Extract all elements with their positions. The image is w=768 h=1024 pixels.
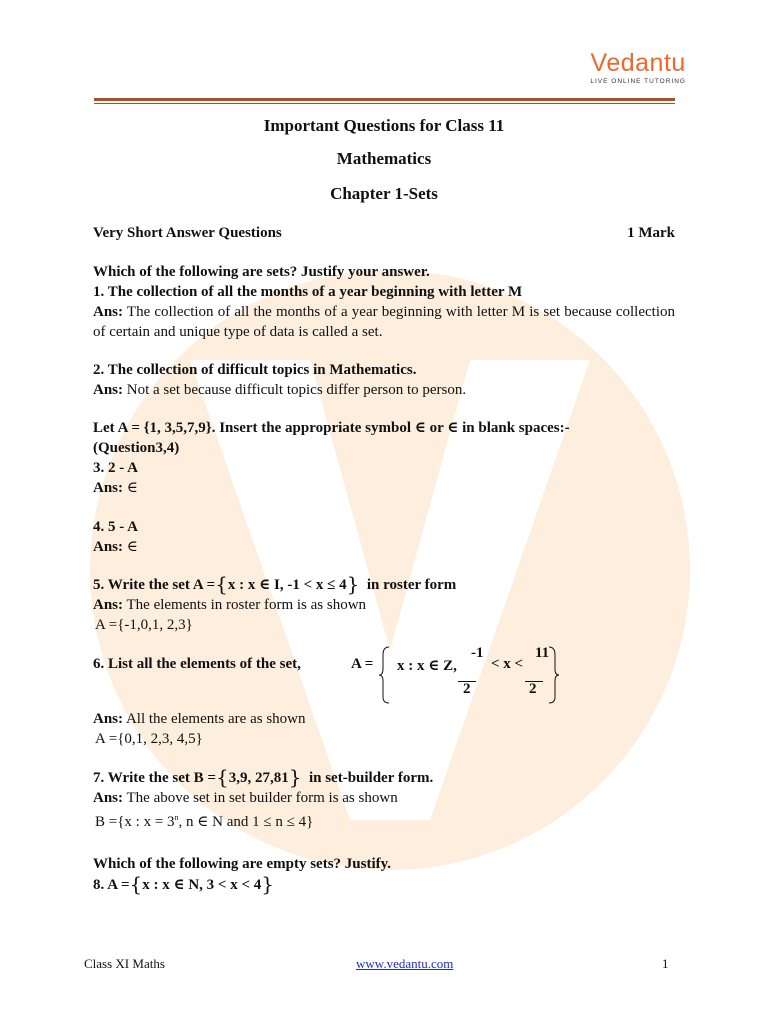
q6-den1: 2 [463,681,471,697]
question-5 [93,574,675,595]
q7-result-pre: B ={x : x = 3 [95,814,175,830]
vedantu-website-link[interactable]: www.vedantu.com [356,956,454,971]
answer-6-text: All the elements are as shown [125,711,306,727]
brand-tagline: LIVE ONLINE TUTORING [590,78,686,85]
q6-mid: < x < [491,656,524,672]
question-6 [93,645,593,705]
footer-link-wrap [356,956,453,972]
answer-6-block [93,709,675,749]
answer-2-text: Not a set because difficult topics differ person to person. [126,382,467,398]
q8-prefix: 8. [93,877,105,893]
q6-num2: 11 [535,645,550,661]
section-label: Very Short Answer Questions [93,225,282,241]
q6-set-lhs: A = [351,656,374,672]
answer-2 [93,380,675,400]
q7-result-post: , n ∈ N and 1 ≤ n ≤ 4} [178,814,314,830]
ans-label: Ans: [93,382,124,398]
answer-4 [93,537,675,557]
ans-label: Ans: [93,539,124,555]
brace-open: { [129,872,143,896]
answer-4-text: ∈ [126,539,138,555]
q7-prefix: 7. Write the set [93,770,190,786]
q5-suffix: in roster form [366,577,457,593]
vedantu-logo [590,50,686,85]
section-header [93,223,675,243]
question-5-block [93,574,675,635]
q7-result-sup: n [174,813,179,822]
q5-set-lhs: A = [192,577,216,593]
doc-chapter: Chapter 1-Sets [330,184,438,203]
q5-set-body: x : x ∈ I, -1 < x ≤ 4 [227,577,347,593]
ans-label: Ans: [93,597,124,613]
brace-close: } [346,572,360,596]
answer-7 [93,788,675,808]
answer-7-text: The above set in set builder form is as shown [126,790,398,806]
doc-title: Important Questions for Class 11 [263,116,505,135]
header-rule-thin [94,103,675,104]
ans-label: Ans: [93,711,124,727]
section-marks: 1 Mark [627,225,675,241]
answer-1 [93,302,675,342]
header-rule [94,98,675,101]
brace-open: { [215,765,229,789]
q8-set-lhs: A = [107,877,130,893]
q7-set-lhs: B = [193,770,216,786]
ans-label: Ans: [93,480,124,496]
brace-open: { [215,572,228,596]
q6-set-body: x : x ∈ Z, [397,658,457,674]
intro-empty-sets: Which of the following are empty sets? Justify. [93,856,392,872]
question-7-block [93,767,675,832]
question-3: 3. 2 - A [93,460,138,476]
q8-set-body: x : x ∈ N, 3 < x < 4 [142,877,262,893]
q6-prefix: 6. List all the elements of the set, [93,656,301,672]
question-4: 4. 5 - A [93,519,138,535]
footer-left: Class XI Maths [84,956,165,971]
ans-label: Ans: [93,304,124,320]
answer-1-text: The collection of all the months of a year beginning with letter M is set because collection of certain and unique type of data is called a set. [93,304,675,340]
brace-close-large [547,645,559,705]
answer-3-text: ∈ [126,480,138,496]
question-8-block [93,854,675,895]
answer-5-text: The elements in roster form is as shown [126,597,367,613]
question-8 [93,874,675,895]
brand-wordmark: Vedantu [590,49,686,77]
q6-den2: 2 [529,681,537,697]
q34-intro-line2: (Question3,4) [93,440,180,456]
q7-suffix: in set-builder form. [308,770,434,786]
answer-6-result: A ={0,1, 2,3, 4,5} [95,731,203,747]
answer-7-result [93,808,675,832]
q6-num1: -1 [471,645,484,661]
question-7 [93,767,675,788]
answer-6 [93,709,675,729]
answer-5 [93,595,675,615]
answer-5-result: A ={-1,0,1, 2,3} [95,617,193,633]
question-3-4-block [93,418,675,498]
brace-close: } [288,765,302,789]
question-1: 1. The collection of all the months of a year beginning with letter M [93,284,523,300]
answer-3 [93,478,675,498]
doc-subject: Mathematics [336,149,432,168]
page-number: 1 [662,956,669,971]
brace-close: } [261,872,274,896]
question-2: 2. The collection of difficult topics in Mathematics. [93,362,417,378]
question-2-block [93,360,675,400]
q34-intro-line1: Let A = {1, 3,5,7,9}. Insert the appropriate symbol ∈ or ∈ in blank spaces:- [93,420,570,436]
question-1-block [93,262,675,342]
q7-set-body: 3,9, 27,81 [228,770,289,786]
brace-open-large [379,645,391,705]
intro-sets: Which of the following are sets? Justify your answer. [93,264,430,280]
q5-prefix: 5. Write the set [93,577,190,593]
question-4-block [93,517,675,557]
ans-label: Ans: [93,790,124,806]
